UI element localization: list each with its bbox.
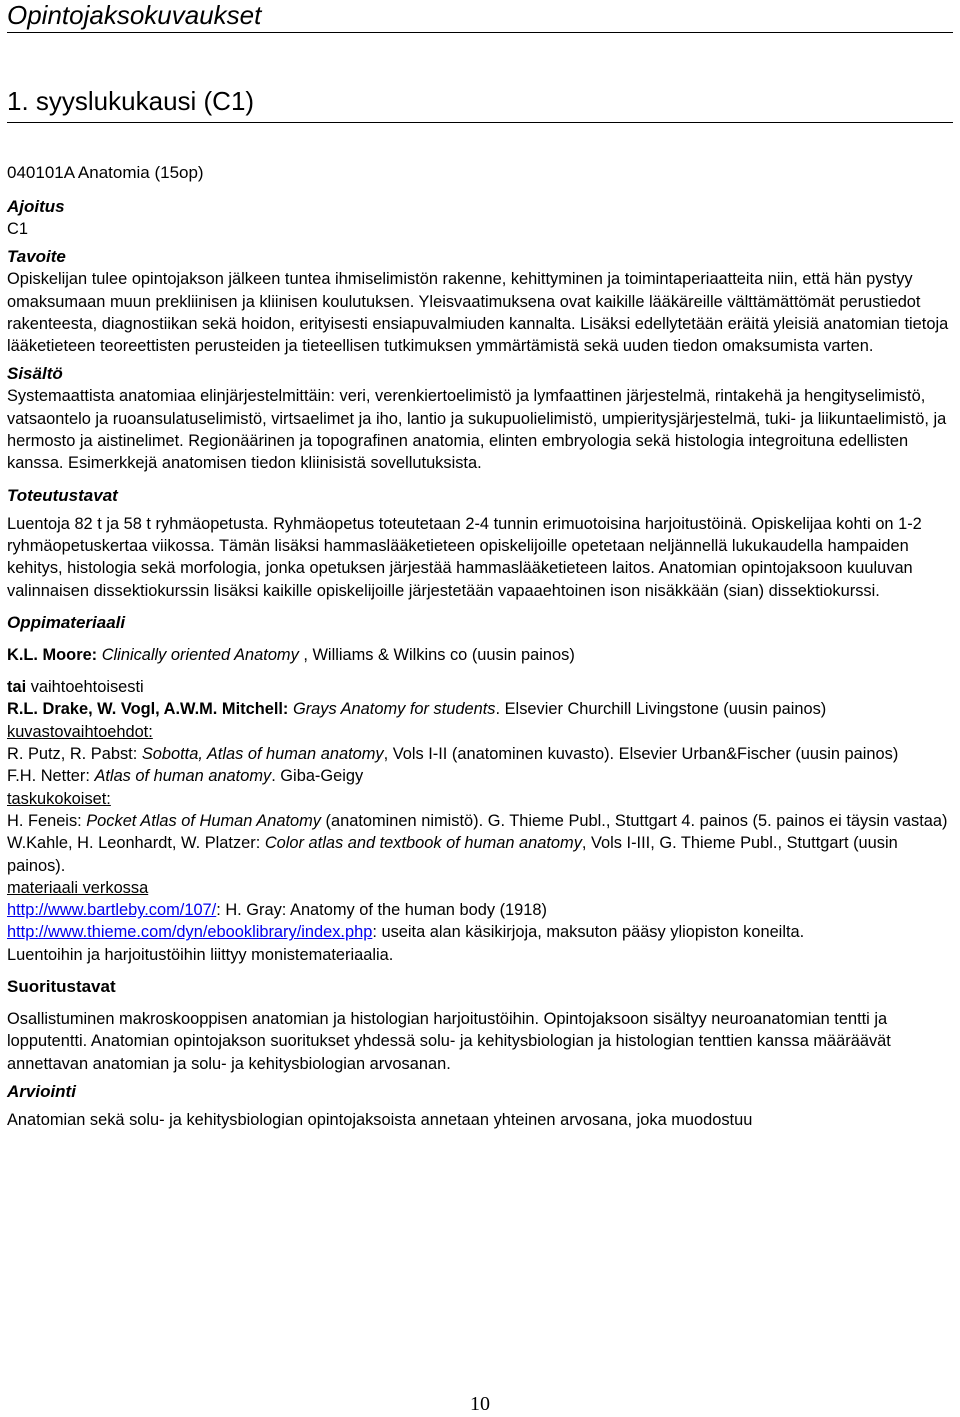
reference-drake-author: R.L. Drake, W. Vogl, A.W.M. Mitchell: (7, 700, 289, 719)
alternative-bold: tai (7, 678, 27, 697)
reference-kahle-title: Color atlas and textbook of human anatomy (264, 834, 582, 853)
course-description (7, 158, 953, 1131)
reference-bartleby (7, 899, 953, 921)
tavoite-heading: Tavoite (7, 247, 66, 267)
reference-putz-rest: , Vols I-II (anatominen kuvasto). Elsevier Urban&Fischer (uusin painos) (383, 745, 899, 764)
toteutustavat-text: Luentoja 82 t ja 58 t ryhmäopetusta. Ryhmäopetus toteutetaan 2-4 tunnin erimuotoisina harjoitustöinä. Opiskelijaa kohti on 1-2 ryhmäopetuskertaa viikossa. Tämän lisäksi hammaslääketieteen opiskelijoille opetetaan neljännellä lukukaudella hampaiden kehitys, histologia sekä morfologia, jonka opetuksen järjestää hammaslääketieteen laitos. Anatomian opintojaksoon kuuluvan valinnaisen dissektiokurssin lisäksi kaikille opiskelijoille järjestetään vapaaehtoinen ison nisäkkään (sian) dissektiokurssi. (7, 514, 922, 600)
sisalto-text: Systemaattista anatomiaa elinjärjestelmittäin: veri, verenkiertoelimistö ja lymfaattinen järjestelmä, rintakehä ja hengityselimistö, vatsaontelo ja ruoansulatuselimistö, virtsaelimet ja iho, lantio ja sukupuolielimistö, umpieritysjärjestelmä, tuki- ja liikuntaelimistö, ja hermosto ja aistinelimet. Regionäärinen ja topografinen anatomia, elinten embryologia sekä histologia integroituna edellisten kanssa. Esimerkkejä anatomisen tiedon kliinisistä sovellutuksista. (7, 387, 947, 473)
bartleby-link[interactable]: http://www.bartleby.com/107/ (7, 901, 217, 920)
ajoitus-heading: Ajoitus (7, 197, 65, 216)
reference-moore-title: Clinically oriented Anatomy (101, 645, 299, 664)
reference-netter-author: F.H. Netter: (7, 767, 95, 786)
ajoitus-text: C1 (7, 220, 28, 238)
handout-note: Luentoihin ja harjoitustöihin liittyy monistemateriaalia. (7, 945, 394, 964)
reference-putz (7, 743, 953, 765)
page-number: 10 (470, 1393, 490, 1415)
alternative-rest: vaihtoehtoisesti (26, 678, 144, 697)
reference-kahle-rest: , Vols I-III, G. Thieme Publ., Stuttgart (uusin painos). (7, 834, 898, 875)
online-material-label: materiaali verkossa (7, 878, 149, 897)
section-divider (7, 122, 953, 123)
reference-bartleby-rest: : H. Gray: Anatomy of the human body (1918) (216, 901, 547, 920)
oppimateriaali-heading: Oppimateriaali (7, 612, 126, 632)
reference-kahle-author: W.Kahle, H. Leonhardt, W. Platzer: (7, 834, 265, 853)
reference-thieme-rest: : useita alan käsikirjoja, maksuton pääsy yliopiston koneilta. (372, 923, 805, 942)
reference-putz-title: Sobotta, Atlas of human anatomy (141, 745, 384, 764)
reference-moore-author: K.L. Moore: (7, 645, 98, 664)
reference-netter-title: Atlas of human anatomy (94, 767, 272, 786)
reference-netter (7, 765, 953, 787)
title-divider (7, 32, 953, 33)
reference-putz-author: R. Putz, R. Pabst: (7, 745, 142, 764)
reference-moore (7, 644, 953, 666)
reference-moore-rest: , Williams & Wilkins co (uusin painos) (298, 645, 575, 664)
arviointi-text: Anatomian sekä solu- ja kehitysbiologian opintojaksoista annetaan yhteinen arvosana, joka muodostuu (7, 1110, 753, 1129)
arviointi-heading: Arviointi (7, 1081, 76, 1101)
reference-netter-rest: . Giba-Geigy (271, 767, 364, 786)
atlas-options-label: kuvastovaihtoehdot: (7, 722, 153, 741)
suoritustavat-text: Osallistuminen makroskooppisen anatomian ja histologian harjoitustöihin. Opintojaksoon sisältyy neuroanatomian tentti ja lopputentti. Anatomian opintojakson suoritukset yhdessä solu- ja kehitysbiologian ja histologian tenttien kanssa määräävät annettavan anatomian ja solu- ja kehitysbiologian arvosanan. (7, 1010, 891, 1073)
sisalto-heading: Sisältö (7, 364, 63, 384)
reference-feneis (7, 810, 953, 832)
course-title: 040101A Anatomia (15op) (7, 163, 204, 182)
reference-feneis-title: Pocket Atlas of Human Anatomy (86, 811, 321, 830)
reference-drake-rest: . Elsevier Churchill Livingstone (uusin painos) (495, 700, 827, 719)
thieme-link[interactable]: http://www.thieme.com/dyn/ebooklibrary/index.php (7, 923, 373, 942)
reference-drake-title: Grays Anatomy for students (292, 700, 496, 719)
reference-drake (7, 698, 953, 720)
section-title: 1. syyslukukausi (C1) (7, 86, 255, 116)
tavoite-text: Opiskelijan tulee opintojakson jälkeen tuntea ihmiselimistön rakenne, kehittyminen ja toimintaperiaatteita niin, että hän pystyy omaksumaan muun prekliinisen ja kliinisen koulutuksen. Yleisvaatimuksena ovat kaikille lääkäreille välttämättömät perustiedot rakenteesta, diagnostiikan sekä hoidon, erityisesti ensiapuvalmiuden kannalta. Lisäksi edellytetään eräitä yleisiä anatomian tietoja lääketieteen teoreettisten perusteiden ja tieteellisen tutkimuksen ymmärtämistä sekä uuden tiedon omaksumista varten. (7, 270, 949, 356)
toteutustavat-heading: Toteutustavat (7, 485, 118, 505)
reference-feneis-rest: (anatominen nimistö). G. Thieme Publ., Stuttgart 4. painos (5. painos ei täysin vastaa) (320, 811, 948, 830)
suoritustavat-heading: Suoritustavat (7, 977, 116, 997)
document-title: Opintojaksokuvaukset (7, 0, 262, 30)
reference-feneis-author: H. Feneis: (7, 811, 87, 830)
pocket-options-label: taskukokoiset: (7, 789, 111, 808)
alternative-line (7, 676, 953, 698)
reference-thieme (7, 921, 953, 943)
reference-kahle (7, 832, 953, 877)
